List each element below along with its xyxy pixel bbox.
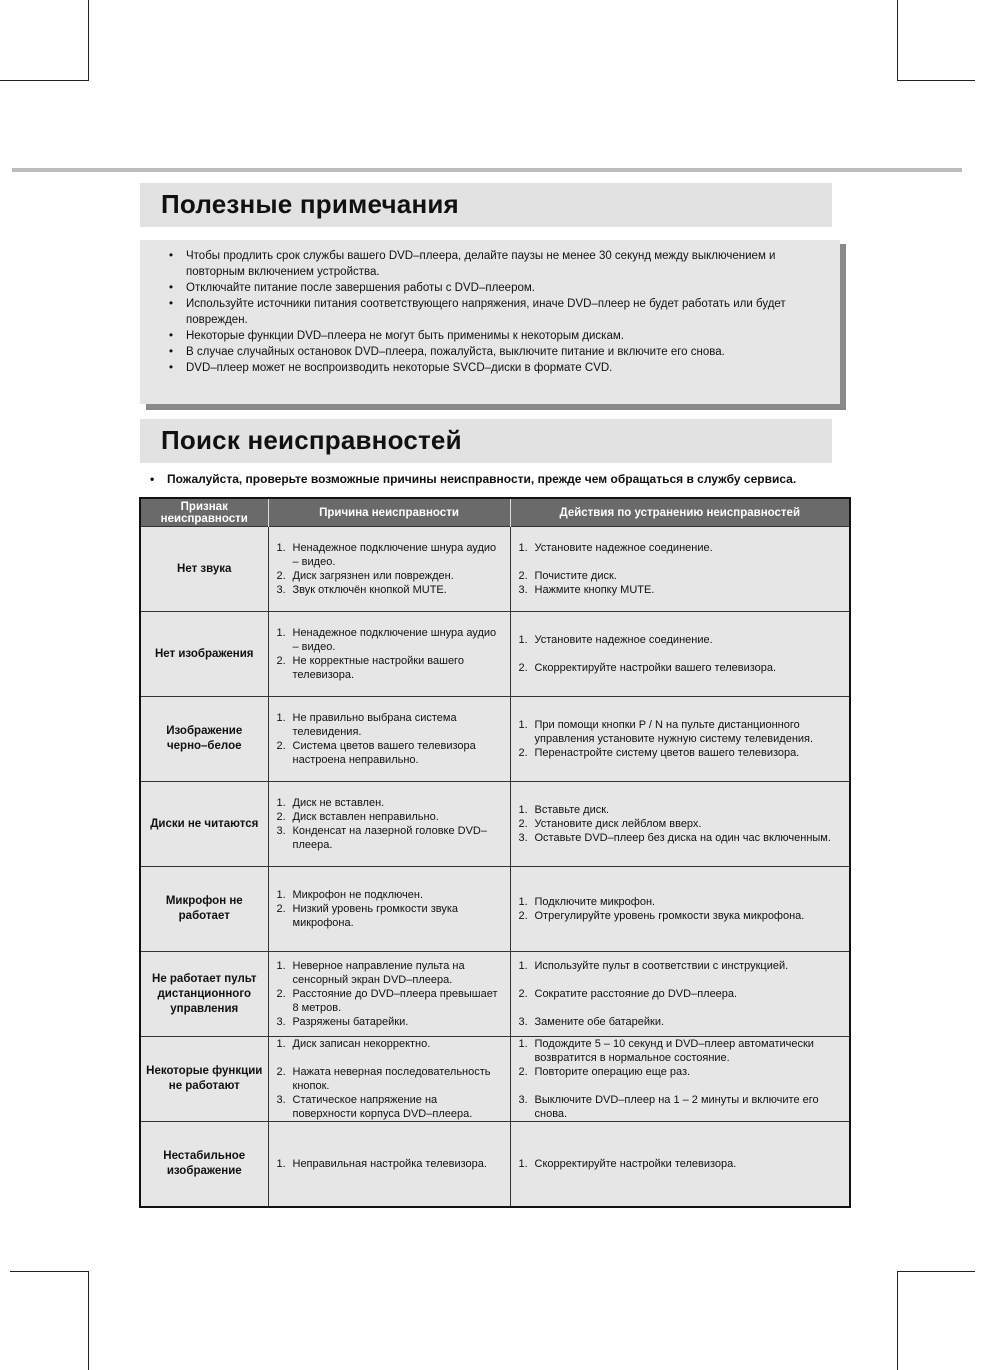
- cause-cell: [268, 782, 510, 867]
- symptom-cell: Изображение черно–белое: [140, 697, 268, 782]
- table-row: [140, 1037, 850, 1122]
- action-item: 1. Подключите микрофон.: [518, 896, 656, 908]
- bullet-icon: •: [150, 472, 155, 486]
- action-item: 1. Установите надежное соединение.: [518, 542, 713, 554]
- action-item: 3. Нажмите кнопку MUTE.: [518, 584, 655, 596]
- cause-item: 1. Ненадежное подключение шнура аудио – видео.: [276, 627, 497, 653]
- symptom-cell: Некоторые функции не работают: [140, 1037, 268, 1122]
- cause-item: 3. Разряжены батарейки.: [276, 1016, 409, 1028]
- action-cell: [510, 527, 850, 612]
- cause-item: 3. Звук отключён кнопкой MUTE.: [276, 584, 447, 596]
- action-item: 2. Перенастройте систему цветов вашего телевизора.: [518, 747, 800, 759]
- trouble-intro: [150, 472, 796, 486]
- table-row: [140, 952, 850, 1037]
- action-item: 2. Сократите расстояние до DVD–плеера.: [518, 988, 738, 1000]
- notes-box: [140, 240, 840, 404]
- action-cell: [510, 1037, 850, 1122]
- cause-item: 3. Статическое напряжение на поверхности корпуса DVD–плеера.: [276, 1094, 473, 1120]
- crop-mark: [897, 1271, 975, 1272]
- cause-item: 2. Диск вставлен неправильно.: [276, 811, 439, 823]
- cause-item: 1. Микрофон не подключен.: [276, 889, 423, 901]
- trouble-intro-text: Пожалуйста, проверьте возможные причины неисправности, прежде чем обращаться в службу сервиса.: [167, 472, 797, 486]
- action-cell: [510, 612, 850, 697]
- action-item: 3. Замените обе батарейки.: [518, 1016, 665, 1028]
- symptom-cell: Нестабильное изображение: [140, 1122, 268, 1208]
- crop-mark: [10, 1271, 89, 1272]
- cause-item: 2. Система цветов вашего телевизора настроена неправильно.: [276, 740, 476, 766]
- action-item: 1. Установите надежное соединение.: [518, 634, 713, 646]
- crop-mark: [897, 0, 898, 81]
- action-item: 2. Повторите операцию еще раз.: [518, 1066, 691, 1078]
- symptom-cell: Диски не читаются: [140, 782, 268, 867]
- table-row: [140, 782, 850, 867]
- table-row: [140, 612, 850, 697]
- header-cause: Причина неисправности: [268, 498, 510, 527]
- trouble-title-bar: [140, 419, 832, 463]
- note-item: • Некоторые функции DVD–плеера не могут быть применимы к некоторым дискам.: [186, 328, 830, 344]
- symptom-cell: Нет звука: [140, 527, 268, 612]
- cause-cell: [268, 612, 510, 697]
- cause-cell: [268, 527, 510, 612]
- crop-mark: [88, 0, 89, 81]
- cause-cell: [268, 952, 510, 1037]
- header-rule: [12, 168, 962, 172]
- symptom-cell: Не работает пульт дистанционного управления: [140, 952, 268, 1037]
- action-cell: [510, 952, 850, 1037]
- action-cell: [510, 782, 850, 867]
- table-row: [140, 867, 850, 952]
- trouble-title: Поиск неисправностей: [161, 425, 462, 455]
- cause-item: 1. Ненадежное подключение шнура аудио – видео.: [276, 542, 497, 568]
- action-item: 2. Почистите диск.: [518, 570, 617, 582]
- action-item: 1. Используйте пульт в соответствии с инструкцией.: [518, 960, 789, 972]
- cause-cell: [268, 1122, 510, 1208]
- action-item: 2. Установите диск лейблом вверх.: [518, 818, 702, 830]
- action-item: 1. При помощи кнопки P / N на пульте дистанционного управления установите нужную систему телевидения.: [518, 719, 814, 745]
- cause-item: 2. Нажата неверная последовательность кнопок.: [276, 1066, 491, 1092]
- note-item: • DVD–плеер может не воспроизводить некоторые SVCD–диски в формате CVD.: [186, 360, 830, 376]
- table-row: [140, 1122, 850, 1208]
- table-row: [140, 527, 850, 612]
- crop-mark: [0, 80, 89, 81]
- cause-item: 1. Диск не вставлен.: [276, 797, 385, 809]
- troubleshooting-table: [139, 497, 851, 1208]
- action-item: 2. Отрегулируйте уровень громкости звука микрофона.: [518, 910, 805, 922]
- note-item: • Используйте источники питания соответствующего напряжения, иначе DVD–плеер не будет работать или будет поврежден.: [186, 296, 830, 328]
- note-item: • Отключайте питание после завершения работы с DVD–плеером.: [186, 280, 830, 296]
- action-item: 1. Вставьте диск.: [518, 804, 610, 816]
- cause-cell: [268, 1037, 510, 1122]
- cause-item: 1. Неправильная настройка телевизора.: [276, 1158, 487, 1170]
- cause-item: 2. Диск загрязнен или поврежден.: [276, 570, 454, 582]
- cause-cell: [268, 867, 510, 952]
- action-item: 1. Скорректируйте настройки телевизора.: [518, 1158, 737, 1170]
- crop-mark: [897, 80, 975, 81]
- table-row: [140, 697, 850, 782]
- action-cell: [510, 867, 850, 952]
- action-cell: [510, 697, 850, 782]
- symptom-cell: Нет изображения: [140, 612, 268, 697]
- note-item: • Чтобы продлить срок службы вашего DVD–плеера, делайте паузы не менее 30 секунд между выключением и повторным включением устройства.: [186, 248, 830, 280]
- notes-title-bar: [140, 183, 832, 227]
- crop-mark: [897, 1271, 898, 1370]
- notes-list: [140, 240, 840, 376]
- cause-item: 1. Не правильно выбрана система телевидения.: [276, 712, 457, 738]
- notes-title: Полезные примечания: [161, 189, 459, 219]
- cause-item: 1. Неверное направление пульта на сенсорный экран DVD–плеера.: [276, 960, 465, 986]
- table-header-row: [140, 498, 850, 527]
- header-symptom: Признак неисправности: [140, 498, 268, 527]
- cause-item: 2. Не корректные настройки вашего телевизора.: [276, 655, 464, 681]
- note-item: • В случае случайных остановок DVD–плеера, пожалуйста, выключите питание и включите его снова.: [186, 344, 830, 360]
- cause-item: 2. Низкий уровень громкости звука микрофона.: [276, 903, 459, 929]
- cause-cell: [268, 697, 510, 782]
- action-item: 1. Подождите 5 – 10 секунд и DVD–плеер автоматически возвратится в нормальное состояние.: [518, 1038, 814, 1064]
- cause-item: 1. Диск записан некорректно.: [276, 1038, 431, 1050]
- cause-item: 3. Конденсат на лазерной головке DVD–плеера.: [276, 825, 487, 851]
- action-item: 2. Скорректируйте настройки вашего телевизора.: [518, 662, 777, 674]
- action-item: 3. Выключите DVD–плеер на 1 – 2 минуты и включите его снова.: [518, 1094, 819, 1120]
- cause-item: 2. Расстояние до DVD–плеера превышает 8 метров.: [276, 988, 498, 1014]
- crop-mark: [88, 1271, 89, 1370]
- action-item: 3. Оставьте DVD–плеер без диска на один час включенным.: [518, 832, 831, 844]
- header-action: Действия по устранению неисправностей: [510, 498, 850, 527]
- action-cell: [510, 1122, 850, 1208]
- symptom-cell: Микрофон не работает: [140, 867, 268, 952]
